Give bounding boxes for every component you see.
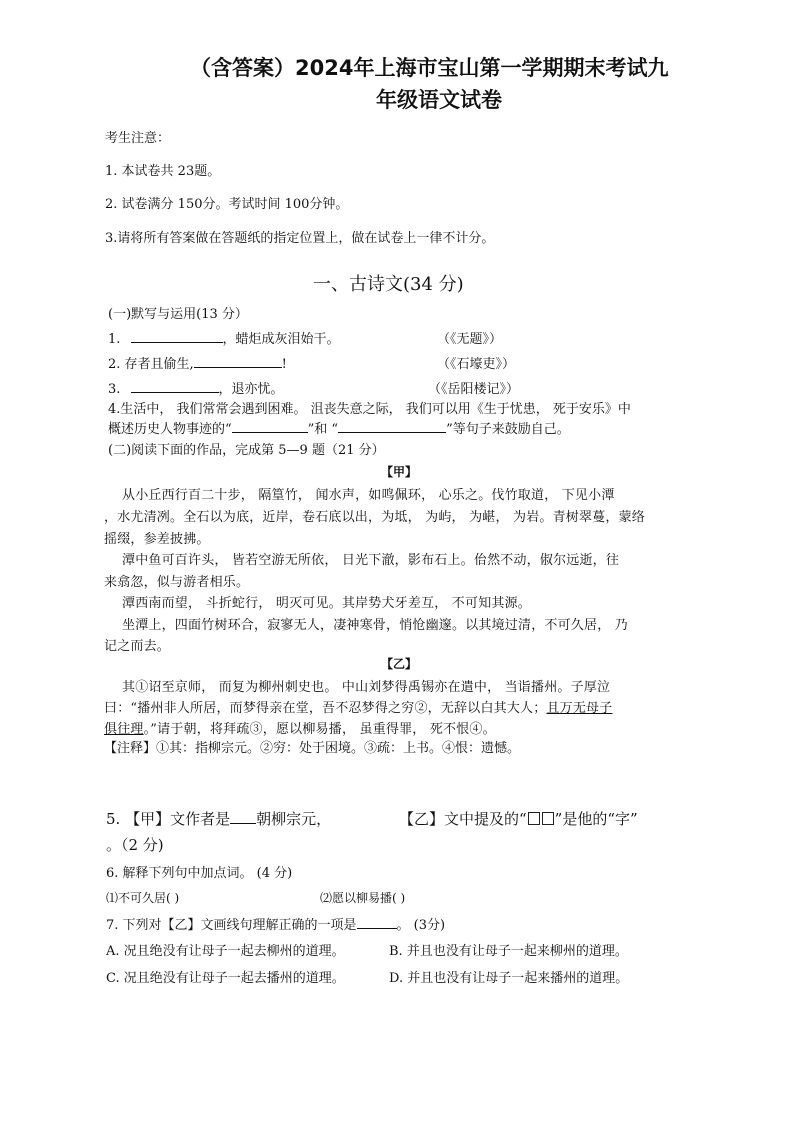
q3-text: ，退亦忧。 bbox=[218, 382, 284, 397]
notice-item-3: 3.请将所有答案做在答题纸的指定位置上，做在试卷上一律不计分。 bbox=[105, 231, 495, 246]
jia-line: 来翕忽，似与游者相乐。 bbox=[104, 575, 250, 590]
jia-line: 坐潭上，四面竹树环合，寂寥无人，凄神寒骨，悄怆幽邃。以其境过清，不可久居， 乃 bbox=[122, 618, 628, 633]
question-5-cont bbox=[399, 808, 638, 829]
q4-part-a: 概述历史人物事迹的“ bbox=[108, 422, 232, 437]
notice-label: 考生注意： bbox=[105, 131, 171, 146]
q1-blank[interactable] bbox=[131, 330, 223, 343]
question-1 bbox=[108, 328, 340, 347]
question-5 bbox=[106, 808, 331, 829]
underlined-sentence: 且万无母子 bbox=[546, 701, 613, 716]
question-4-line1: 4.生活中， 我们常常会遇到困难。 沮丧失意之际， 我们可以用《生于忧患， 死于安乐》中 bbox=[108, 402, 631, 417]
yi-line-3 bbox=[104, 718, 496, 737]
q7-part-a: 7. 下列对【乙】文画线句理解正确的一项是 bbox=[106, 918, 357, 933]
q2-source: （《石壕吏》） bbox=[437, 357, 516, 372]
yi-line-2 bbox=[104, 697, 612, 716]
question-2 bbox=[108, 353, 287, 372]
question-6: 6. 解释下列句中加点词。 (4 分) bbox=[106, 866, 293, 881]
q7-part-b: 。 (3分) bbox=[396, 918, 446, 933]
page-title-line1: （含答案）2024年上海市宝山第一学期期末考试九 bbox=[190, 56, 669, 80]
question-3 bbox=[108, 378, 284, 397]
question-4-line2 bbox=[108, 418, 570, 437]
q4-blank-1[interactable] bbox=[232, 420, 308, 433]
notes: 【注释】①其：指柳宗元。②穷：处于困境。③疏：上书。④恨：遗憾。 bbox=[104, 741, 521, 756]
q6-item-1: ⑴不可久居( ) bbox=[106, 891, 180, 905]
jia-line: 记之而去。 bbox=[104, 639, 171, 654]
yi-label: 【乙】 bbox=[381, 657, 418, 671]
answer-box-2[interactable] bbox=[542, 812, 554, 825]
q7-option-d: D. 并且也没有让母子一起来播州的道理。 bbox=[389, 971, 629, 986]
yi-line-3-text: 。”请于朝，将拜疏③，愿以柳易播， 虽重得罪， 死不恨④。 bbox=[143, 722, 496, 737]
jia-line: 从小丘西行百二十步， 隔篁竹， 闻水声，如鸣佩环， 心乐之。伐竹取道， 下见小潭 bbox=[122, 488, 615, 503]
q2-blank[interactable] bbox=[194, 355, 282, 368]
q2-suffix: ! bbox=[281, 357, 287, 372]
q3-source: （《岳阳楼记》） bbox=[428, 382, 520, 397]
jia-line: 摇缀，参差披拂。 bbox=[104, 532, 210, 547]
q4-part-c: ”等句子来鼓励自己。 bbox=[446, 422, 570, 437]
q7-option-b: B. 并且也没有让母子一起来柳州的道理。 bbox=[389, 944, 628, 959]
jia-line: 潭西南而望， 斗折蛇行， 明灭可见。其岸势犬牙差互， 不可知其源。 bbox=[122, 596, 531, 611]
answer-box-1[interactable] bbox=[528, 812, 540, 825]
jia-line: ，水尤清冽。全石以为底，近岸，卷石底以出，为坻， 为屿， 为嵁， 为岩。青树翠蔓，蒙络 bbox=[104, 510, 645, 525]
q3-number: 3. bbox=[108, 382, 121, 397]
part2-heading: (二)阅读下面的作品，完成第 5—9 题（21 分） bbox=[108, 443, 385, 458]
q5-part-c: 【乙】文中提及的“ bbox=[399, 810, 527, 828]
q5-part-b: 朝柳宗元， bbox=[256, 810, 332, 828]
q2-prefix: 2. 存者且偷生, bbox=[108, 357, 194, 372]
q5-part-d: ”是他的“字” bbox=[554, 810, 638, 828]
jia-line: 潭中鱼可百许头， 皆若空游无所依， 日光下澈，影布石上。佁然不动，俶尔远逝，往 bbox=[122, 553, 620, 568]
notice-item-1: 1. 本试卷共 23题。 bbox=[105, 164, 221, 179]
question-5-line2: 。（2 分) bbox=[106, 836, 164, 854]
q7-option-a: A. 况且绝没有让母子一起去柳州的道理。 bbox=[106, 944, 345, 959]
q7-blank[interactable] bbox=[357, 916, 397, 929]
jia-label: 【甲】 bbox=[381, 465, 418, 479]
q5-part-a: 5. 【甲】文作者是 bbox=[106, 810, 231, 828]
underlined-sentence-end: 俱往理 bbox=[104, 722, 144, 737]
yi-line-2-text: 曰：“播州非人所居，而梦得亲在堂，吾不忍梦得之穷②，无辞以白其大人； bbox=[104, 701, 547, 716]
q1-text: ，蜡炬成灰泪始干。 bbox=[222, 332, 340, 347]
notice-item-2: 2. 试卷满分 150分。考试时间 100分钟。 bbox=[105, 197, 349, 212]
q5-blank[interactable] bbox=[230, 810, 256, 824]
part1-heading: (一)默写与运用(13 分） bbox=[108, 307, 248, 322]
yi-line-1: 其①诏至京师， 而复为柳州刺史也。 中山刘梦得禹锡亦在遣中， 当诣播州。子厚泣 bbox=[122, 680, 611, 695]
q4-part-b: ”和 “ bbox=[307, 422, 339, 437]
q7-option-c: C. 况且绝没有让母子一起去播州的道理。 bbox=[106, 971, 345, 986]
q1-source: （《无题》） bbox=[437, 332, 503, 347]
q6-item-2: ⑵愿以柳易播( ) bbox=[320, 891, 406, 905]
q3-blank[interactable] bbox=[131, 380, 219, 393]
section-heading: 一、古诗文(34 分) bbox=[313, 274, 464, 295]
q4-blank-2[interactable] bbox=[338, 420, 446, 433]
question-7 bbox=[106, 914, 445, 933]
page-title-line2: 年级语文试卷 bbox=[376, 88, 502, 112]
q1-number: 1. bbox=[108, 332, 121, 347]
